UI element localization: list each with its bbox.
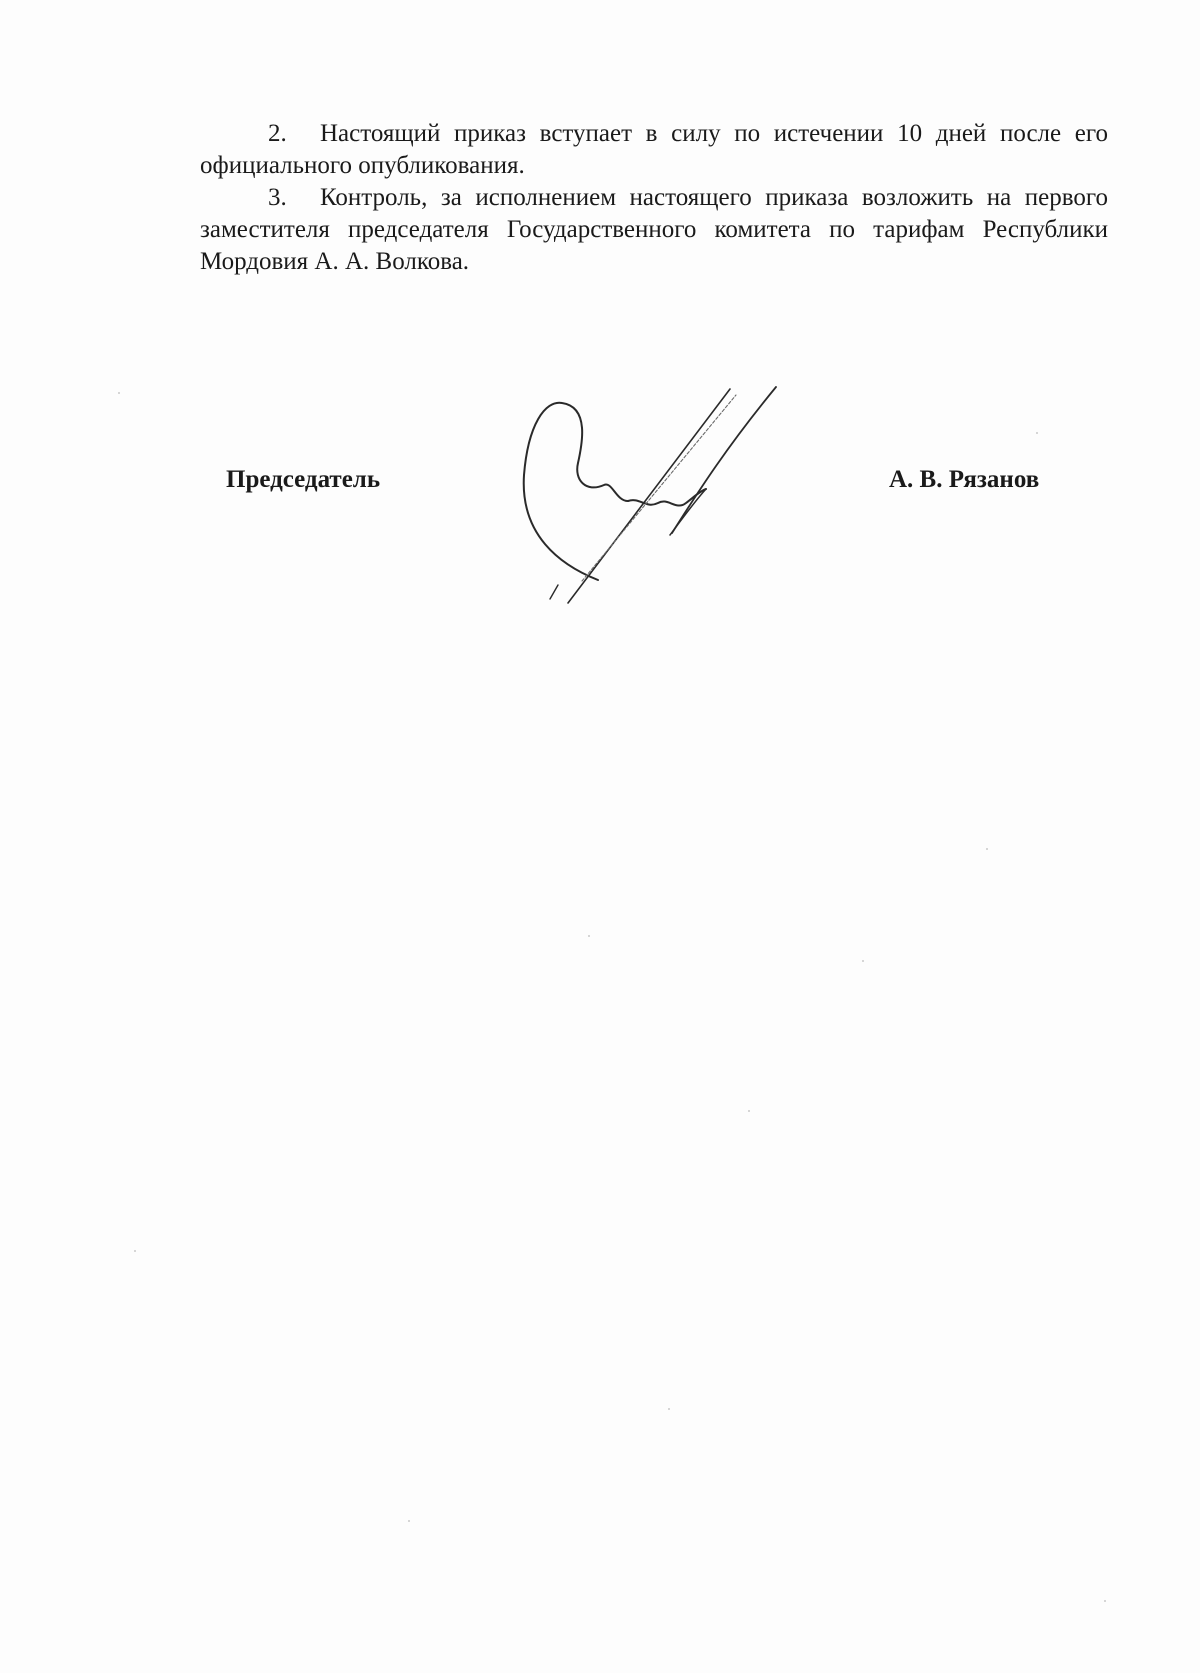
clause-text: Контроль, за исполнением настоящего приказа возложить на первого заместителя председателя Государственного комитета по тарифам Республики Мордовия А. А. Волкова. (200, 184, 1108, 275)
signer-title: Председатель (226, 466, 381, 493)
scan-speck (668, 1408, 670, 1410)
scan-speck (748, 1110, 750, 1112)
clause-number: 3. (268, 184, 287, 211)
clause-text: Настоящий приказ вступает в силу по истечении 10 дней после его официального опубликования. (200, 120, 1108, 179)
scan-speck (1104, 1600, 1106, 1602)
scan-speck (862, 960, 864, 962)
scan-speck (134, 1250, 136, 1252)
signature-block (0, 0, 1200, 620)
handwritten-signature (500, 385, 830, 615)
scan-speck (408, 1520, 410, 1522)
scan-speck (588, 935, 590, 937)
scan-speck (986, 848, 988, 850)
signer-name: А. В. Рязанов (889, 466, 1040, 493)
clause-number: 2. (268, 120, 287, 147)
